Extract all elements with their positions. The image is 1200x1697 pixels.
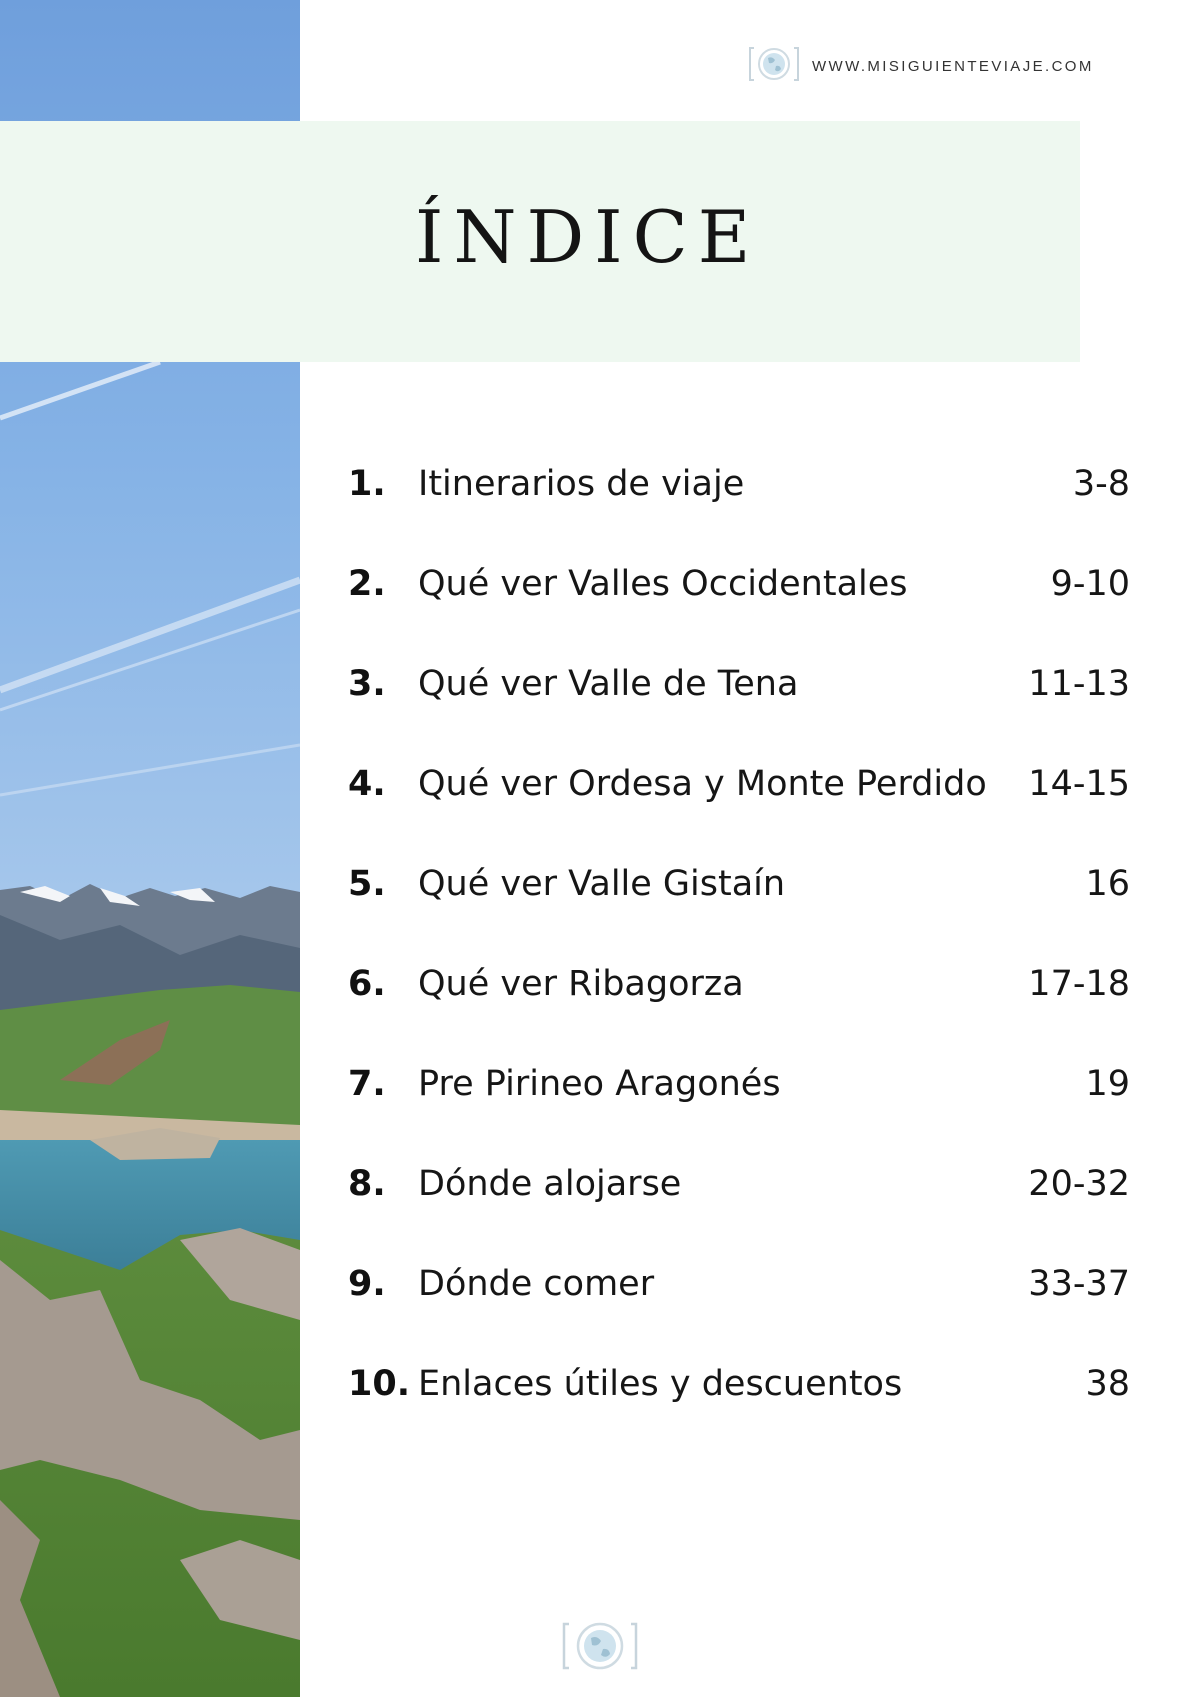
toc-number: 9.: [348, 1264, 386, 1304]
toc-number: 2.: [348, 564, 386, 604]
toc-pages: 20-32: [1028, 1164, 1130, 1204]
toc-item[interactable]: [348, 563, 1130, 663]
toc-pages: 14-15: [1028, 764, 1130, 804]
toc-item[interactable]: [348, 863, 1130, 963]
toc-number: 8.: [348, 1164, 386, 1204]
toc-label: Qué ver Ordesa y Monte Perdido: [418, 764, 987, 804]
toc-label: Qué ver Valles Occidentales: [418, 564, 908, 604]
toc-item[interactable]: [348, 963, 1130, 1063]
toc-pages: 11-13: [1028, 664, 1130, 704]
site-url[interactable]: WWW.MISIGUIENTEVIAJE.COM: [812, 57, 1094, 75]
toc-item[interactable]: [348, 463, 1130, 563]
site-header: [748, 46, 1094, 86]
table-of-contents: [348, 463, 1130, 1463]
toc-item[interactable]: [348, 763, 1130, 863]
toc-item[interactable]: [348, 1163, 1130, 1263]
toc-number: 5.: [348, 864, 386, 904]
toc-label: Enlaces útiles y descuentos: [418, 1364, 903, 1404]
toc-label: Dónde comer: [418, 1264, 655, 1304]
toc-pages: 16: [1085, 864, 1130, 904]
toc-pages: 19: [1085, 1064, 1130, 1104]
page-title: ÍNDICE: [415, 195, 761, 279]
toc-pages: 3-8: [1072, 464, 1130, 504]
toc-pages: 33-37: [1028, 1264, 1130, 1304]
toc-label: Itinerarios de viaje: [418, 464, 745, 504]
toc-number: 7.: [348, 1064, 386, 1104]
toc-number: 3.: [348, 664, 386, 704]
toc-pages: 38: [1085, 1364, 1130, 1404]
toc-label: Qué ver Ribagorza: [418, 964, 744, 1004]
toc-item[interactable]: [348, 1063, 1130, 1163]
toc-number: 4.: [348, 764, 386, 804]
toc-item[interactable]: [348, 1263, 1130, 1363]
globe-camera-icon: [561, 1618, 639, 1678]
toc-number: 6.: [348, 964, 386, 1004]
toc-label: Qué ver Valle Gistaín: [418, 864, 786, 904]
toc-number: 1.: [348, 464, 386, 504]
toc-label: Qué ver Valle de Tena: [418, 664, 799, 704]
toc-label: Dónde alojarse: [418, 1164, 682, 1204]
toc-pages: 17-18: [1028, 964, 1130, 1004]
toc-item[interactable]: [348, 663, 1130, 763]
globe-camera-icon: [748, 44, 800, 88]
toc-item[interactable]: [348, 1363, 1130, 1463]
toc-label: Pre Pirineo Aragonés: [418, 1064, 781, 1104]
toc-number: 10.: [348, 1364, 411, 1404]
toc-pages: 9-10: [1050, 564, 1130, 604]
footer-logo: [561, 1618, 639, 1678]
